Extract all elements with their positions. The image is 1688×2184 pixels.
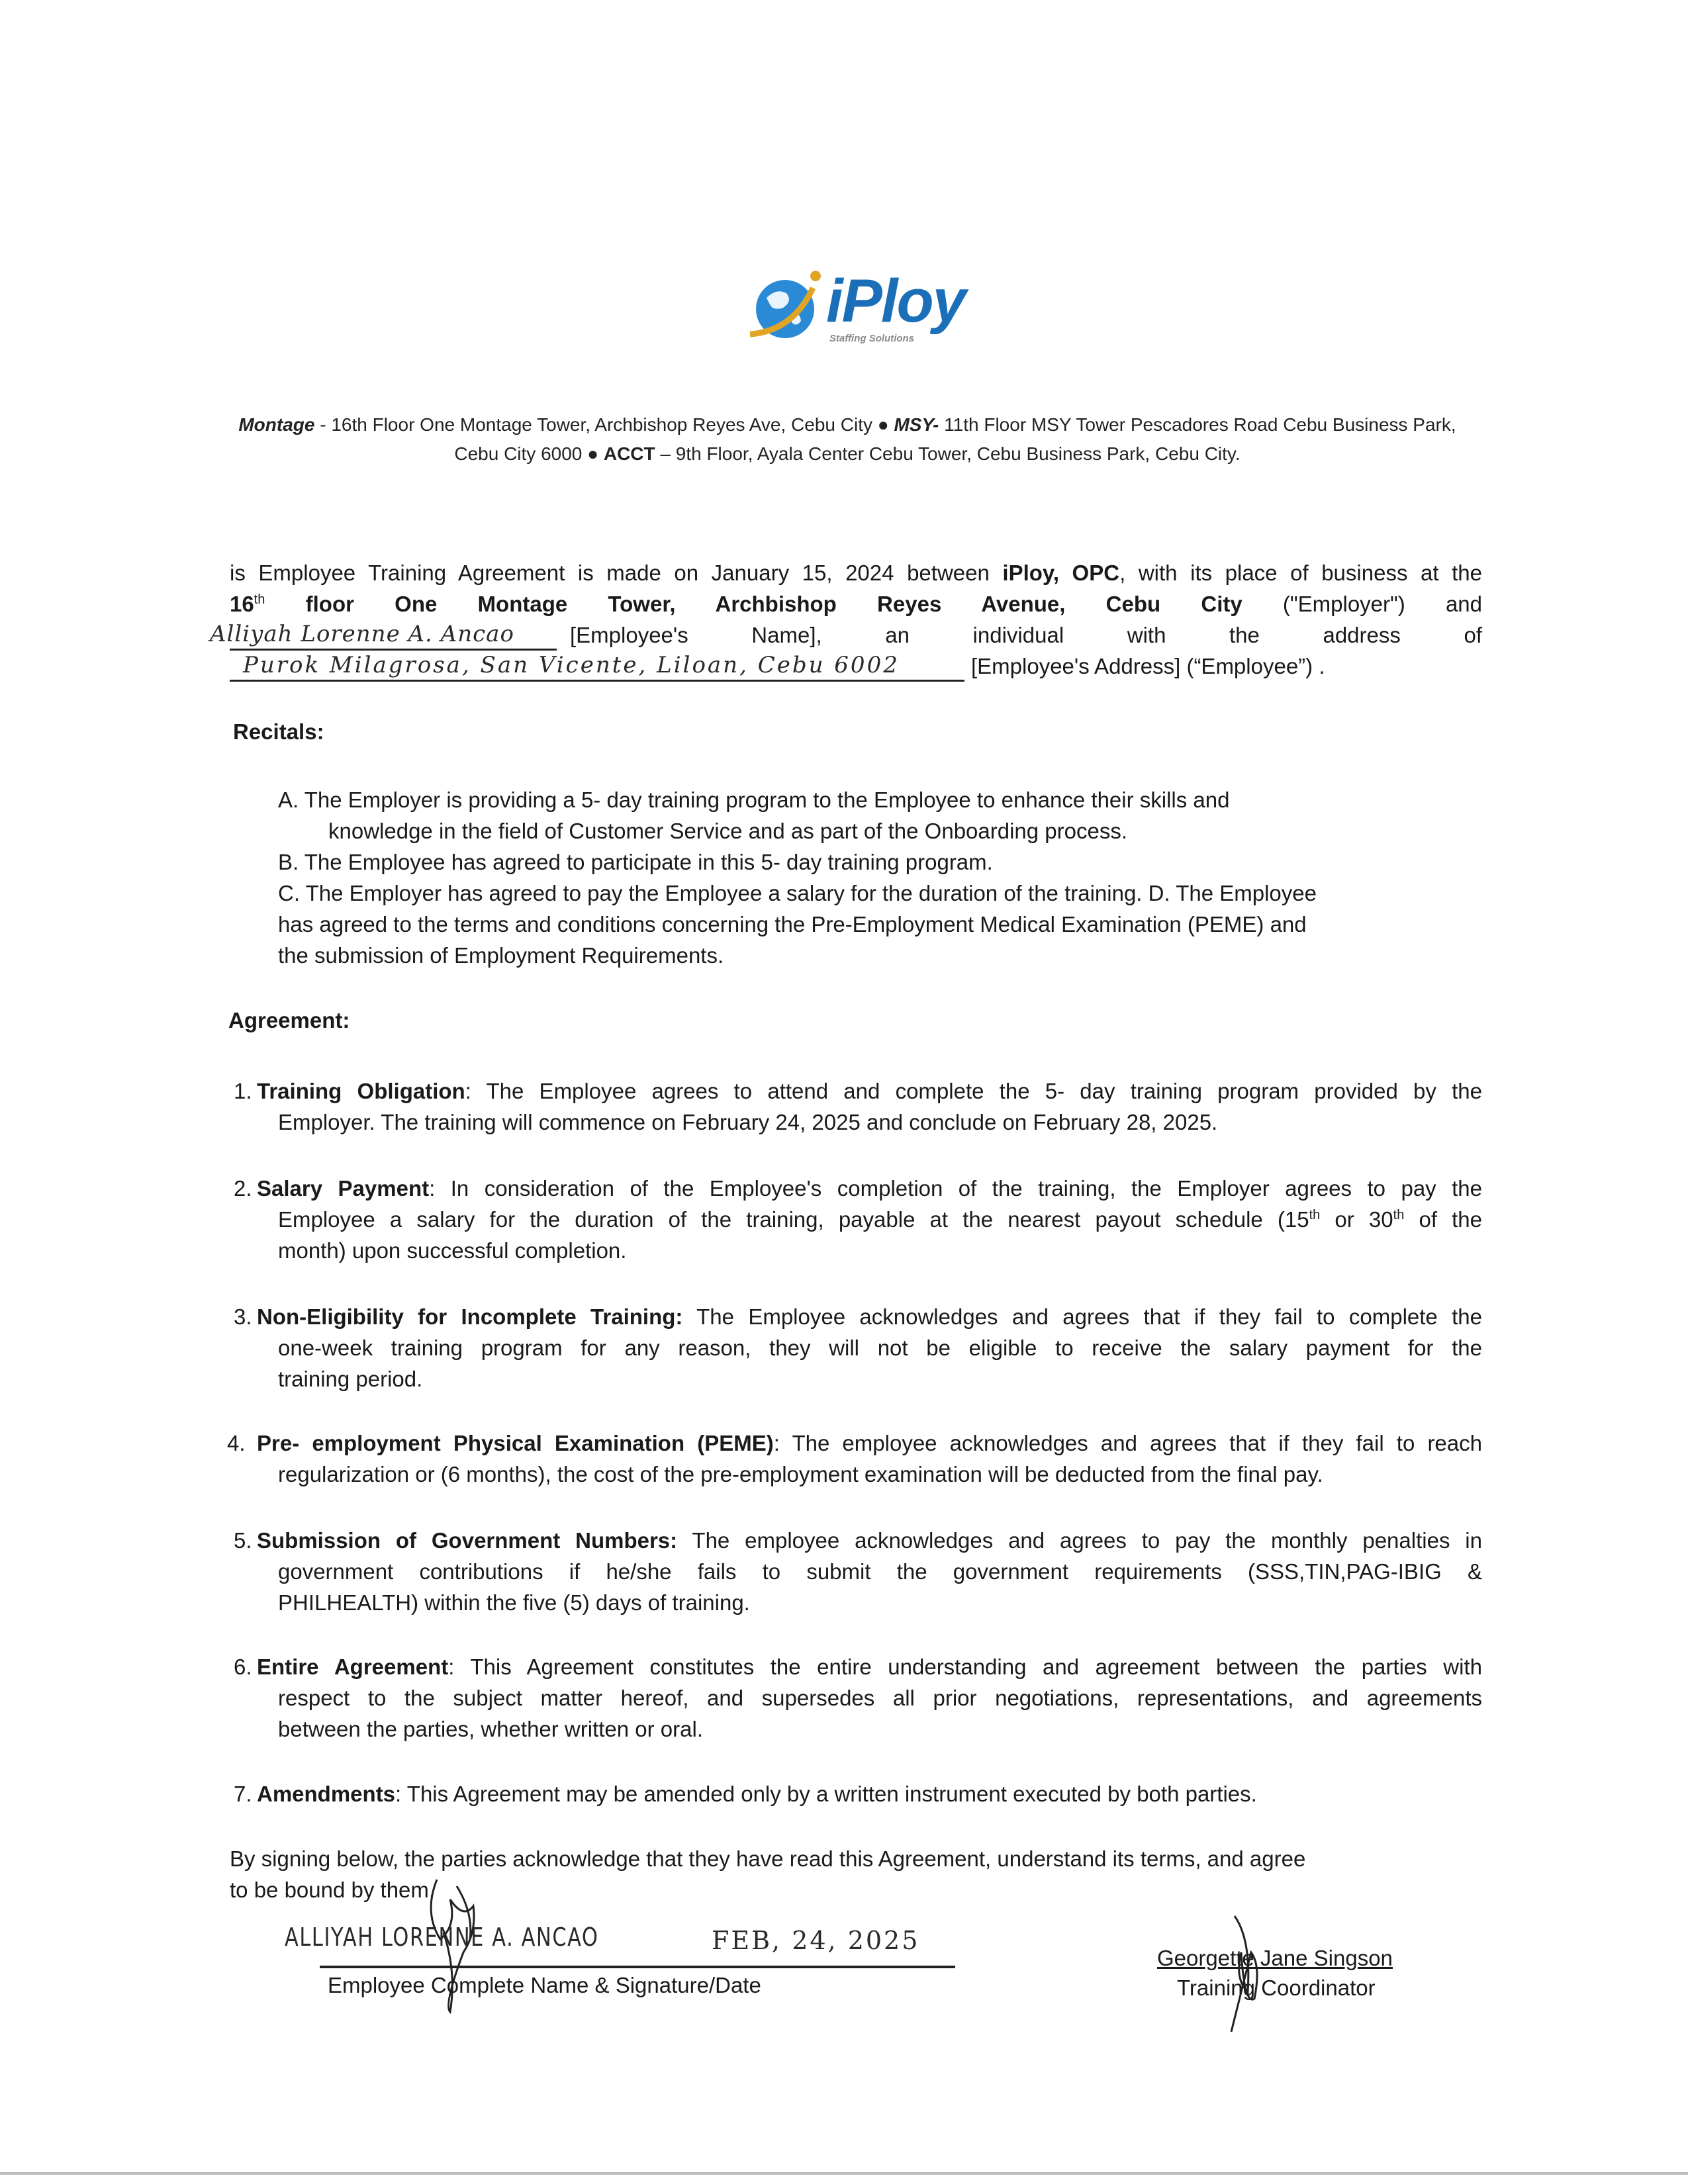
- text: of the: [1404, 1207, 1483, 1232]
- employee-name-handwritten-signature: ALLIYAH LORENNE A. ANCAO: [285, 1923, 599, 1952]
- acct-address: – 9th Floor, Ayala Center Cebu Tower, Cebu Business Park, Cebu City.: [655, 443, 1241, 464]
- scan-edge: [0, 2172, 1688, 2175]
- bold-text: Training Obligation: [257, 1079, 465, 1103]
- text-line: [230, 557, 1482, 588]
- acct-label: ACCT: [603, 443, 655, 464]
- text: PHILHEALTH) within the five (5) days of training.: [278, 1590, 750, 1615]
- text-line: [278, 1587, 1482, 1618]
- montage-label: Montage: [238, 414, 315, 435]
- employee-address-caption: [Employee's Address] (“Employee”) .: [971, 654, 1325, 678]
- coordinator-name: Georgette Jane Singson: [1157, 1946, 1393, 1970]
- text-line: [278, 1204, 1482, 1235]
- agreement-heading: Agreement:: [228, 1008, 350, 1032]
- text: : The employee acknowledges and agrees that if they fail to reach: [773, 1431, 1482, 1455]
- text-line: [278, 1332, 1482, 1363]
- employee-name-handwritten: Alliyah Lorenne A. Ancao: [210, 621, 514, 647]
- text: is Employee Training Agreement is made on January 15, 2024 between: [230, 561, 1003, 585]
- office-addresses: [218, 410, 1476, 469]
- agreement-item: [227, 1428, 1482, 1490]
- text-line: [278, 878, 1430, 909]
- montage-address: - 16th Floor One Montage Tower, Archbishop Reyes Ave, Cebu City ●: [314, 414, 894, 435]
- text: , with its place of business at the: [1119, 561, 1482, 585]
- agreement-item: [234, 1173, 1482, 1266]
- employee-address-field: [230, 653, 964, 682]
- employee-name-field: [210, 621, 557, 651]
- text-line: [257, 1075, 1482, 1107]
- recitals-heading: Recitals:: [233, 719, 324, 744]
- agreement-item: [234, 1525, 1482, 1618]
- text-line: [278, 784, 1430, 815]
- text: government contributions if he/she fails to submit the government requirements (SSS,TIN,PAG-IBIG &: [278, 1559, 1482, 1584]
- text: month) upon successful completion.: [278, 1238, 627, 1263]
- logo-wordmark: iPloy: [826, 267, 965, 335]
- msy-address: 11th Floor MSY Tower Pescadores Road Cebu Business Park, Cebu City 6000 ●: [454, 414, 1456, 464]
- agreement-item: [234, 1778, 1482, 1809]
- superscript: th: [1309, 1208, 1321, 1222]
- text: has agreed to the terms and conditions concerning the Pre-Employment Medical Examination (PEME) and: [278, 912, 1307, 936]
- coordinator-signature-scribble: [1215, 1913, 1274, 2038]
- text-line: [230, 588, 1482, 619]
- item-number: 5.: [234, 1528, 252, 1553]
- text: between the parties, whether written or oral.: [278, 1717, 704, 1741]
- coordinator-title: Training Coordinator: [1177, 1976, 1376, 2000]
- employee-name-line: [210, 619, 1482, 651]
- logo-tagline: Staffing Solutions: [829, 333, 915, 344]
- superscript: th: [254, 592, 265, 607]
- msy-label: MSY-: [894, 414, 939, 435]
- text-line: [257, 1525, 1482, 1556]
- text: B. The Employee has agreed to participate in this 5- day training program.: [278, 850, 993, 874]
- text-line: [278, 1682, 1482, 1713]
- employee-signature-label: Employee Complete Name & Signature/Date: [328, 1973, 761, 1997]
- bold-text: Submission of Government Numbers:: [257, 1528, 678, 1553]
- bold-text: Amendments: [257, 1782, 396, 1806]
- employee-signature-line: [320, 1966, 955, 1968]
- text: to be bound by them.: [230, 1878, 436, 1902]
- globe-icon: [747, 261, 833, 347]
- text-line: [257, 1173, 1482, 1204]
- bold-text: Entire Agreement: [257, 1655, 449, 1679]
- company-logo: [747, 261, 972, 351]
- bold-text: Pre- employment Physical Examination (PEME): [257, 1431, 774, 1455]
- text: : This Agreement may be amended only by a written instrument executed by both parties.: [395, 1782, 1257, 1806]
- bold-text: iPloy, OPC: [1002, 561, 1120, 585]
- superscript: th: [1393, 1208, 1405, 1222]
- intro-paragraph: [210, 557, 1482, 682]
- text: the submission of Employment Requirements.: [278, 943, 724, 968]
- text-line: [278, 1556, 1482, 1587]
- bold-text: 16: [230, 592, 254, 616]
- text-line: [257, 1778, 1482, 1809]
- bold-text: floor One Montage Tower, Archbishop Reyes Avenue, Cebu City: [265, 592, 1243, 616]
- text-line: [278, 1459, 1482, 1490]
- text: knowledge in the field of Customer Service and as part of the Onboarding process.: [328, 819, 1128, 843]
- text: By signing below, the parties acknowledge that they have read this Agreement, understand its terms, and agree: [230, 1846, 1306, 1871]
- agreement-item: [234, 1651, 1482, 1745]
- employee-name-caption: [Employee's Name], an individual with the address of: [570, 623, 1482, 647]
- item-number: 3.: [234, 1304, 252, 1329]
- text: : This Agreement constitutes the entire understanding and agreement between the parties with: [448, 1655, 1482, 1679]
- agreement-item: [234, 1301, 1482, 1394]
- item-number: 4.: [227, 1431, 246, 1455]
- text-line: [257, 1651, 1482, 1682]
- text: training period.: [278, 1367, 423, 1391]
- employee-address-line: [230, 651, 1482, 682]
- bold-text: Salary Payment: [257, 1176, 430, 1201]
- text-line: [278, 940, 1430, 971]
- text-line: [257, 1428, 1482, 1459]
- text: Employer. The training will commence on February 24, 2025 and conclude on February 28, 2025.: [278, 1110, 1218, 1134]
- text-line: [278, 1107, 1482, 1138]
- agreement-item: [234, 1075, 1482, 1138]
- text-line: [278, 1713, 1482, 1745]
- text-line: [278, 846, 1430, 878]
- text-line: [278, 1363, 1482, 1394]
- text: The employee acknowledges and agrees to pay the monthly penalties in: [677, 1528, 1482, 1553]
- employee-sign-date: FEB, 24, 2025: [712, 1926, 920, 1955]
- text-line: [278, 815, 1430, 846]
- text: regularization or (6 months), the cost of the pre-employment examination will be deducted from the final pay.: [278, 1462, 1323, 1486]
- text-line: [230, 1843, 1482, 1874]
- text: The Employee acknowledges and agrees that if they fail to complete the: [682, 1304, 1483, 1329]
- item-number: 1.: [234, 1079, 252, 1103]
- text: Employee a salary for the duration of the training, payable at the nearest payout schedule (15: [278, 1207, 1309, 1232]
- text-line: [278, 909, 1430, 940]
- text: one-week training program for any reason, they will not be eligible to receive the salary payment for the: [278, 1336, 1482, 1360]
- text: : The Employee agrees to attend and complete the 5- day training program provided by the: [465, 1079, 1482, 1103]
- text: ("Employer") and: [1242, 592, 1482, 616]
- text: or 30: [1320, 1207, 1393, 1232]
- text-line: [278, 1235, 1482, 1266]
- text-line: [257, 1301, 1482, 1332]
- text: C. The Employer has agreed to pay the Employee a salary for the duration of the training. D. The Employee: [278, 881, 1317, 905]
- text: : In consideration of the Employee's completion of the training, the Employer agrees to pay the: [429, 1176, 1483, 1201]
- employee-address-handwritten: Purok Milagrosa, San Vicente, Liloan, Cebu 6002: [243, 652, 900, 678]
- recitals-list: [278, 784, 1430, 971]
- bold-text: Non-Eligibility for Incomplete Training:: [257, 1304, 683, 1329]
- text: respect to the subject matter hereof, and supersedes all prior negotiations, representations, and agreements: [278, 1686, 1482, 1710]
- item-number: 2.: [234, 1176, 252, 1201]
- item-number: 7.: [234, 1782, 252, 1806]
- item-number: 6.: [234, 1655, 252, 1679]
- text: A. The Employer is providing a 5- day training program to the Employee to enhance their skills and: [278, 788, 1230, 812]
